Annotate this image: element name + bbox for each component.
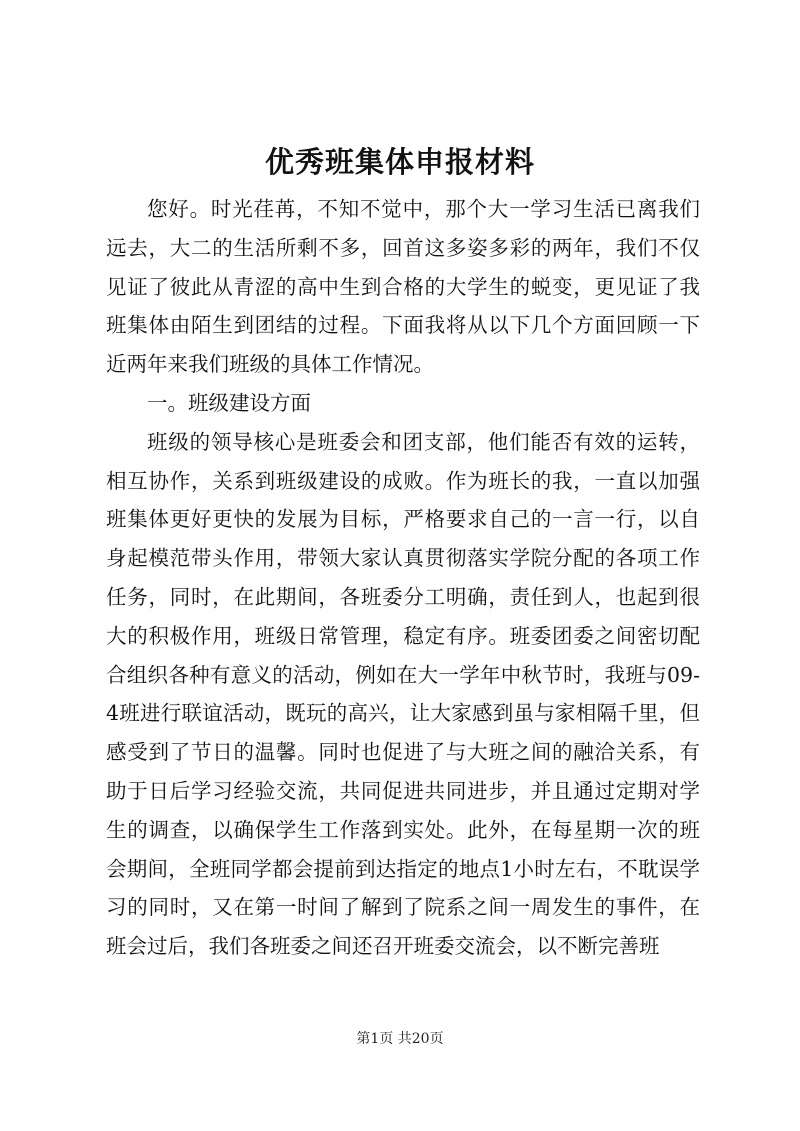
document-body — [106, 190, 700, 966]
body-paragraph: 班级的领导核心是班委会和团支部，他们能否有效的运转，相互协作，关系到班级建设的成败。作为班长的我，一直以加强班集体更好更快的发展为目标，严格要求自己的一言一行，以自身起模范带头作用，带领大家认真贯彻落实学院分配的各项工作任务，同时，在此期间，各班委分工明确，责任到人，也起到很大的积极作用，班级日常管理，稳定有序。班委团委之间密切配合组织各种有意义的活动，例如在大一学年中秋节时，我班与09-4班进行联谊活动，既玩的高兴，让大家感到虽与家相隔千里，但感受到了节日的温馨。同时也促进了与大班之间的融洽关系，有助于日后学习经验交流，共同促进共同进步，并且通过定期对学生的调查，以确保学生工作落到实处。此外，在每星期一次的班会期间，全班同学都会提前到达指定的地点1小时左右，不耽误学习的同时，又在第一时间了解到了院系之间一周发生的事件，在班会过后，我们各班委之间还召开班委交流会，以不断完善班 — [106, 429, 700, 959]
page-number: 第1页 共20页 — [356, 1031, 444, 1047]
page-title: 优秀班集体申报材料 — [264, 145, 535, 179]
intro-paragraph: 您好。时光荏苒，不知不觉中，那个大一学习生活已离我们远去，大二的生活所剩不多，回首这多姿多彩的两年，我们不仅见证了彼此从青涩的高中生到合格的大学生的蜕变，更见证了我班集体由陌生到团结的过程。下面我将从以下几个方面回顾一下近两年来我们班级的具体工作情况。 — [106, 197, 700, 377]
section-heading: 一。班级建设方面 — [147, 390, 311, 415]
